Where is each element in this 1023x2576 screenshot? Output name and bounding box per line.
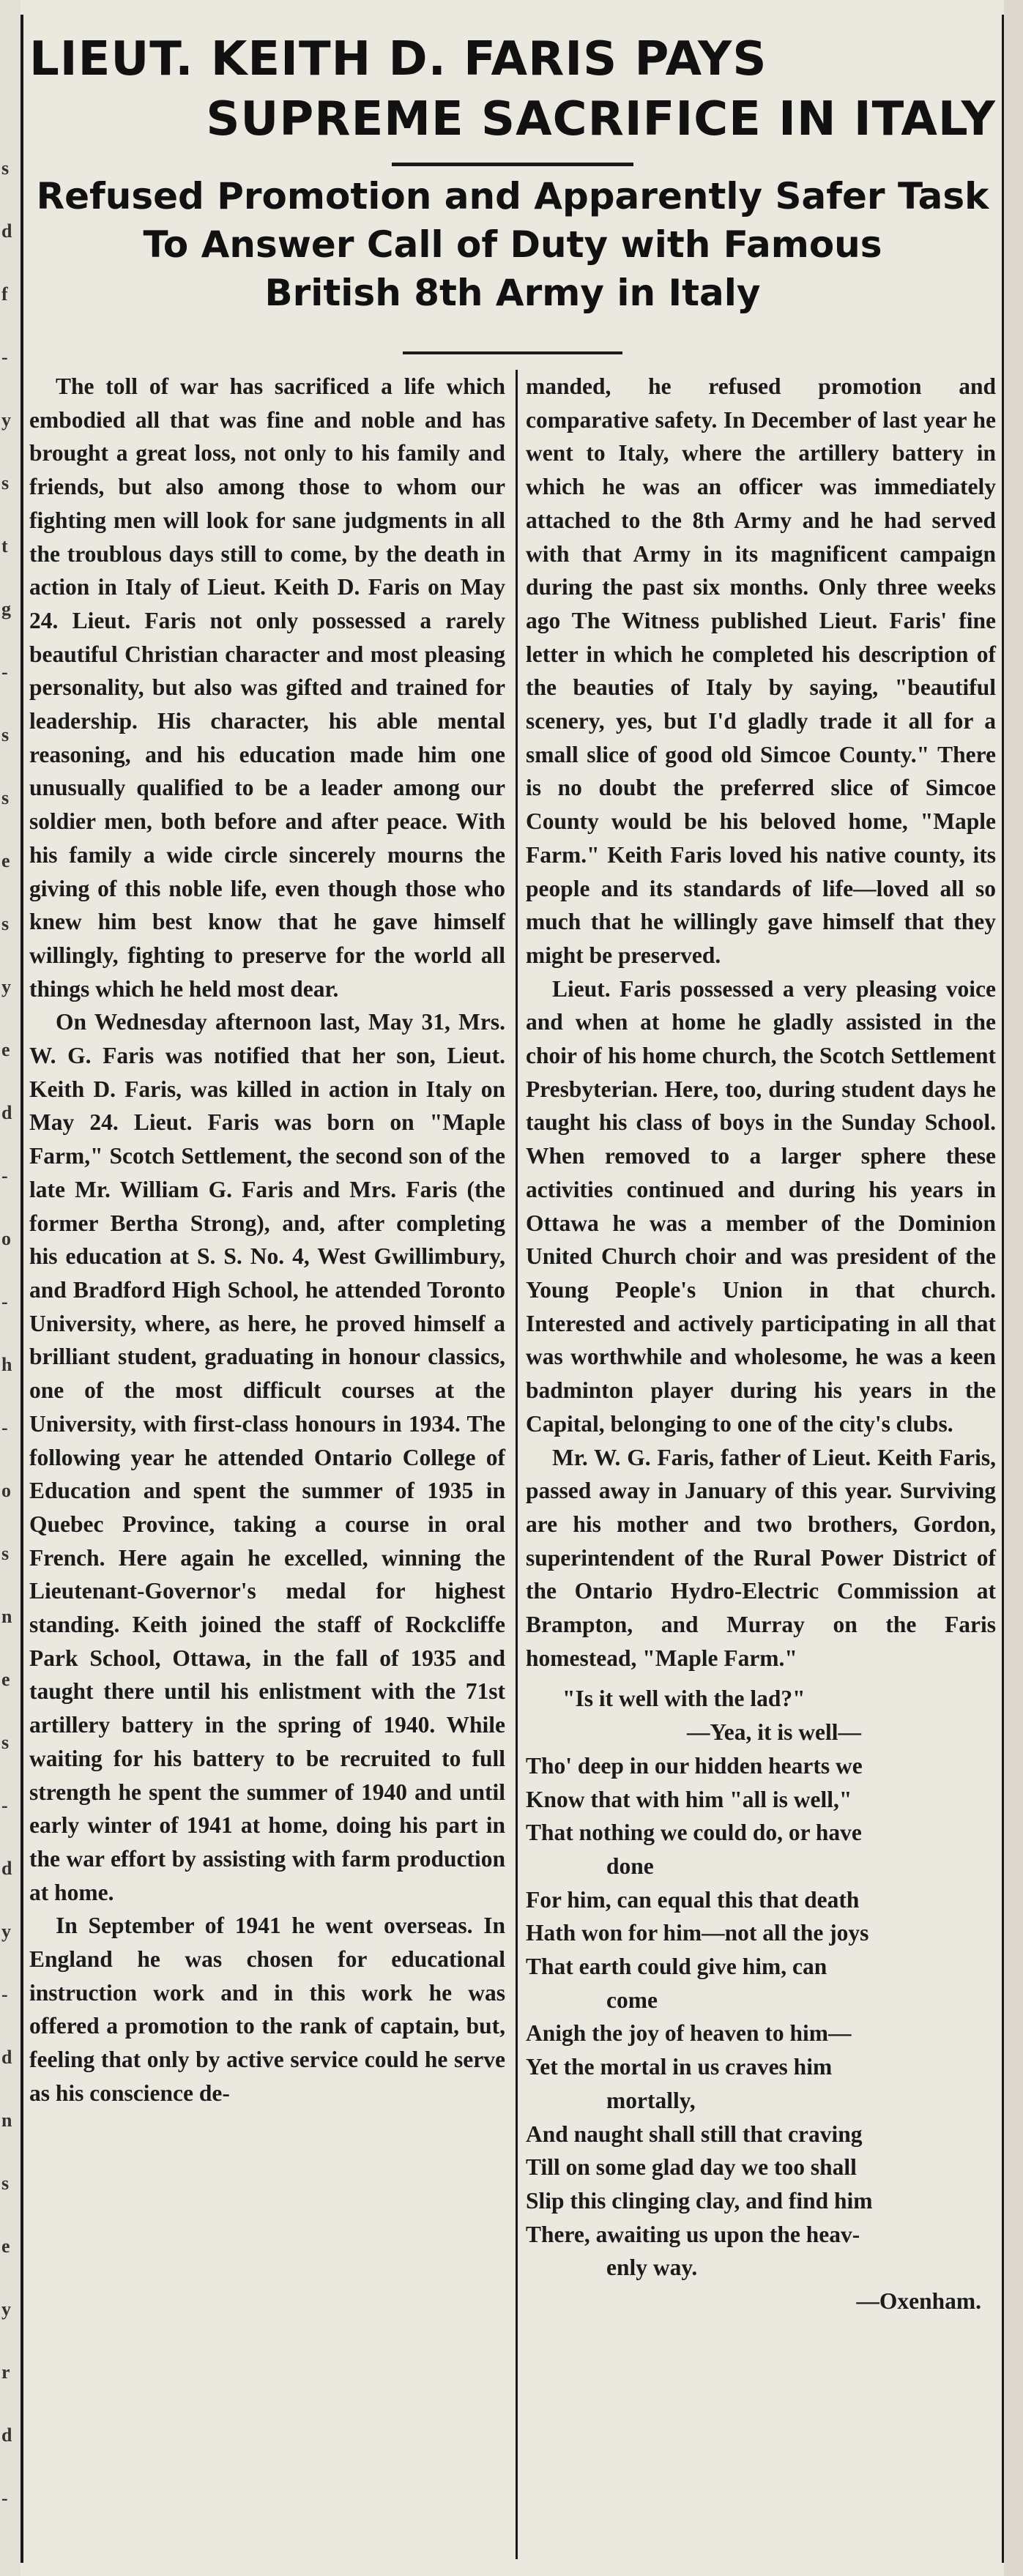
subheadline-line-3: British 8th Army in Italy [264, 272, 761, 314]
poem-line: Know that with him "all is well," [526, 1786, 852, 1812]
gutter-fragment: - [1, 661, 8, 682]
gutter-fragment: s [1, 787, 10, 808]
left-border-rule [21, 15, 23, 2563]
poem-line: Till on some glad day we too shall [526, 2154, 857, 2181]
poem-line: That earth could give him, can [526, 1954, 827, 1980]
gutter-fragment: - [1, 346, 8, 368]
gutter-fragment: - [1, 1165, 8, 1186]
poem-line: Slip this clinging clay, and find him [526, 2187, 873, 2214]
headline-line-1: LIEUT. KEITH D. FARIS PAYS [29, 32, 767, 86]
gutter-fragment: d [1, 2424, 12, 2446]
gutter-fragment: y [1, 409, 11, 431]
article-paragraph: On Wednesday afternoon last, May 31, Mrs. W. G. Faris was notified that her son, Lieut. Keith D. Faris, was killed in action in Italy on May 24. Lieut. Faris was born on "Maple Farm," Scotch Settlement, the second son of the late Mr. William G. Faris and Mrs. Faris (the former Bertha Strong), and, after completing his education at S. S. No. 4, West Gwillimbury, and Bradford High School, he attended Toronto University, where, as here, he proved himself a brilliant student, graduating in honour classics, one of the most difficult courses at the University, with first-class honours in 1934. The following year he attended Ontario College of Education and spent the summer of 1935 in Quebec Province, taking a course in oral French. Here again he excelled, winning the Lieutenant-Governor's medal for highest standing. Keith joined the staff of Rockcliffe Park School, Ottawa, in the fall of 1935 and taught there until his enlistment with the 71st artillery battery in the spring of 1940. While waiting for his battery to be recruited to full strength he spent the summer of 1940 and until early winter of 1941 at home, doing his part in the war effort by assisting with farm production at home. [29, 1009, 505, 1905]
article-paragraph: The toll of war has sacrificed a life which embodied all that was fine and noble and has brought a great loss, not only to his family and friends, but also among those to whom our fighting men will look for sane judgments in all the troublous days still to come, by the death in action in Italy of Lieut. Keith D. Faris on May 24. Lieut. Faris not only possessed a rarely beautiful Christian character and most pleasing personality, but also was gifted and trained for leadership. His character, his able mental reasoning, and his education made him one unusually qualified to be a leader among our soldier men, both before and after peace. With his family a wide circle sincerely mourns the giving of this noble life, even though those who knew him best know that he gave himself willingly, fighting to preserve for the world all things which he held most dear. [29, 373, 505, 1002]
gutter-fragment: y [1, 1921, 11, 1942]
gutter-fragment: d [1, 1102, 12, 1123]
gutter-fragment: s [1, 724, 10, 745]
gutter-fragment: e [1, 1039, 10, 1060]
right-margin-strip [1004, 0, 1023, 2576]
gutter-fragment: - [1, 2487, 8, 2509]
gutter-fragment: o [1, 1480, 11, 1501]
gutter-fragment: n [1, 1606, 12, 1627]
article-column-left [29, 370, 505, 2110]
gutter-fragment: f [1, 283, 8, 305]
gutter-fragment: s [1, 2173, 10, 2194]
poem-line: come [606, 1987, 658, 2013]
poem-line: There, awaiting us upon the heav- [526, 2221, 860, 2247]
poem-line: "Is it well with the lad?" [562, 1686, 806, 1712]
gutter-fragment: r [1, 2361, 10, 2383]
poem-line: Yet the mortal in us craves him [526, 2054, 833, 2080]
subheadline-line-2: To Answer Call of Duty with Famous [143, 223, 882, 266]
poem-line: —Yea, it is well— [687, 1719, 861, 1746]
gutter-fragment: - [1, 1795, 8, 1816]
article-paragraph: In September of 1941 he went overseas. In England he was chosen for educational instruction work and in this work he was offered a promotion to the rank of captain, but, feeling that only by active service could he serve as his conscience de- [29, 1913, 505, 2106]
memorial-poem [526, 1682, 996, 2318]
article-paragraph: manded, he refused promotion and comparative safety. In December of last year he went to Italy, where the artillery battery in which he was an officer was immediately attached to the 8th Army and he had served with that Army in its magnificent campaign during the past six months. Only three weeks ago The Witness published Lieut. Faris' fine letter in which he completed his description of the beauties of Italy by saying, "beautiful scenery, yes, but I'd gladly trade it all for a small slice of good old Simcoe County." There is no doubt the preferred slice of Simcoe County would be his beloved home, "Maple Farm." Keith Faris loved his native county, its people and its standards of life—loved all so much that he willingly gave himself that they might be preserved. [526, 373, 996, 968]
gutter-fragment: e [1, 850, 10, 871]
poem-line: Tho' deep in our hidden hearts we [526, 1752, 863, 1779]
gutter-fragment: - [1, 1984, 8, 2005]
gutter-fragment: o [1, 1228, 11, 1249]
poem-line: And naught shall still that craving [526, 2121, 863, 2147]
headline-line-2: SUPREME SACRIFICE IN ITALY [206, 92, 996, 146]
gutter-fragment: e [1, 1669, 10, 1690]
article-paragraph: Lieut. Faris possessed a very pleasing voice and when at home he gladly assisted in the choir of his home church, the Scotch Settlement Presbyterian. Here, too, during student days he taught his class of boys in the Sunday School. When removed to a larger sphere these activities continued and during his years in Ottawa he was a member of the Dominion United Church choir and was president of the Young People's Union in that church. Interested and actively participating in all that was worthwhile and wholesome, he was a keen badminton player during his years in the Capital, belonging to one of the city's clubs. [526, 975, 996, 1437]
column-divider-rule [516, 370, 518, 2559]
gutter-fragment: - [1, 1417, 8, 1438]
poem-line: done [606, 1853, 654, 1879]
gutter-fragment: d [1, 1858, 12, 1879]
gutter-fragment: h [1, 1354, 12, 1375]
subheadline-separator [403, 351, 622, 354]
subheadline [22, 172, 1003, 317]
subheadline-line-1: Refused Promotion and Apparently Safer Task [36, 175, 989, 217]
gutter-fragment: e [1, 2236, 10, 2257]
gutter-fragment: s [1, 1543, 10, 1564]
poem-line: That nothing we could do, or have [526, 1820, 862, 1846]
gutter-fragment: s [1, 1732, 10, 1753]
gutter-fragment: s [1, 472, 10, 494]
gutter-fragment: d [1, 2047, 12, 2068]
poem-line: Hath won for him—not all the joys [526, 1920, 869, 1946]
poem-line: Anigh the joy of heaven to him— [526, 2020, 852, 2047]
poem-line: mortally, [606, 2087, 696, 2113]
poem-signature: —Oxenham. [856, 2288, 981, 2315]
gutter-fragment: t [1, 535, 8, 556]
adjacent-column-fragment [0, 0, 21, 2576]
headline [29, 29, 996, 149]
article-paragraph: Mr. W. G. Faris, father of Lieut. Keith Faris, passed away in January of this year. Surviving are his mother and two brothers, Gordon, superintendent of the Rural Power District of the Ontario Hydro-Electric Commission at Brampton, and Murray on the Faris homestead, "Maple Farm." [526, 1444, 996, 1671]
gutter-fragment: - [1, 1291, 8, 1312]
gutter-fragment: d [1, 220, 12, 242]
poem-line: enly way. [606, 2255, 698, 2281]
gutter-fragment: y [1, 2298, 11, 2320]
gutter-fragment: n [1, 2110, 12, 2131]
gutter-fragment: s [1, 913, 10, 934]
gutter-fragment: g [1, 598, 11, 619]
article-column-right [526, 370, 996, 2318]
poem-line: For him, can equal this that death [526, 1886, 860, 1913]
gutter-fragment: s [1, 157, 10, 179]
headline-separator [392, 163, 633, 166]
gutter-fragment: y [1, 976, 11, 997]
